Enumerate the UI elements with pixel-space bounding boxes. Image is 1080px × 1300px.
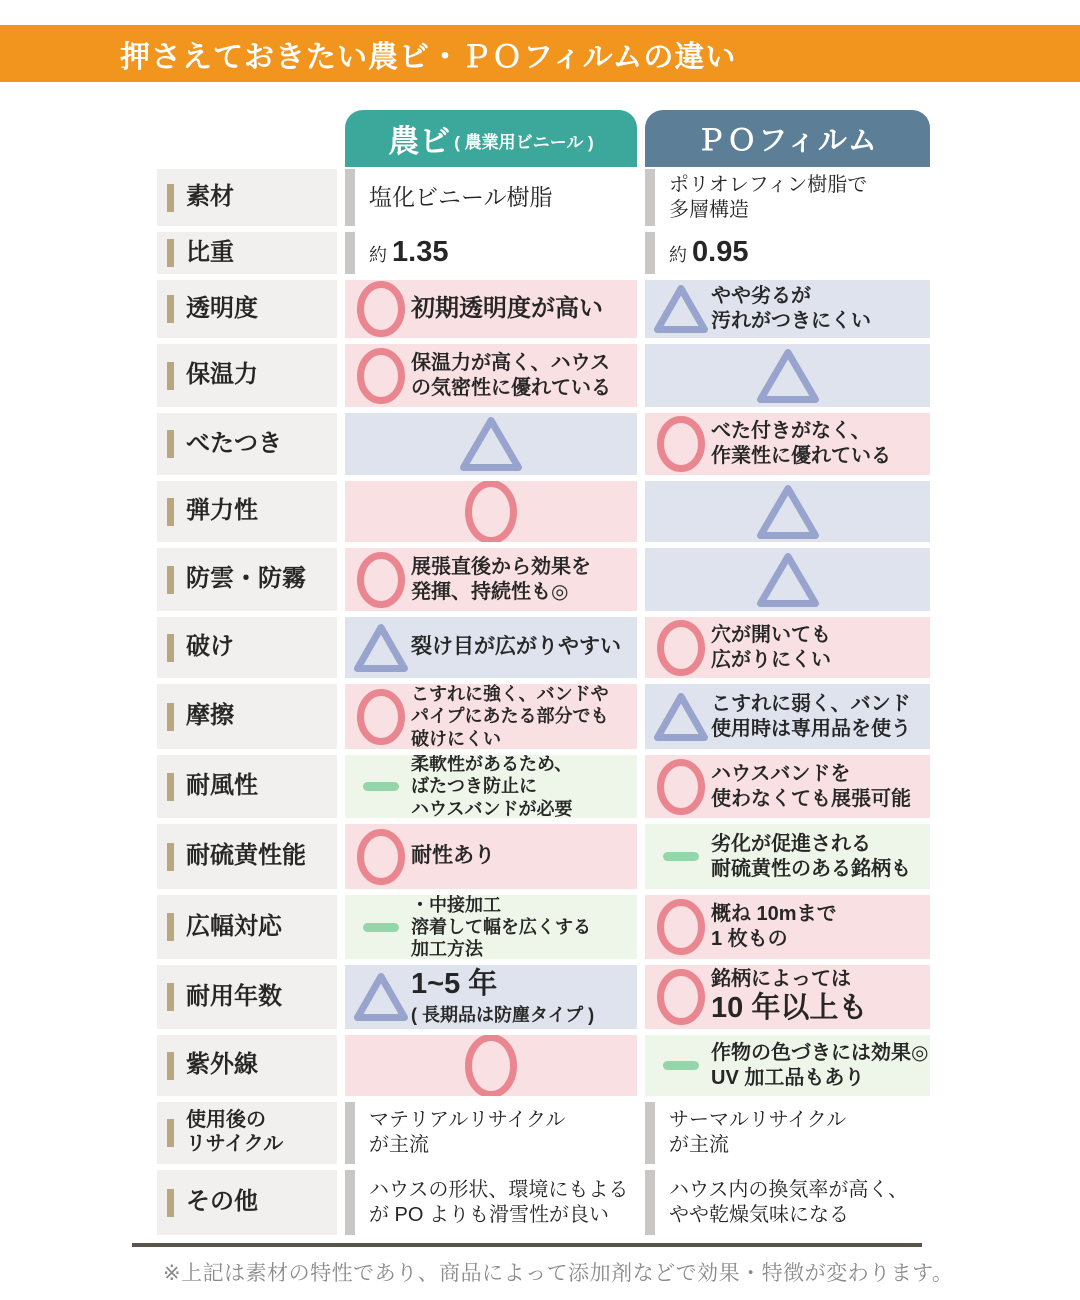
symbol-box xyxy=(345,280,411,338)
triangle-icon xyxy=(653,692,709,742)
value-cell-po xyxy=(645,232,930,274)
symbol-box xyxy=(645,852,711,861)
table-row xyxy=(157,1102,930,1164)
row-label xyxy=(157,169,337,226)
row-label-text: 広幅対応 xyxy=(186,912,282,940)
plain-accent-bar xyxy=(645,232,655,274)
cell-text: 展張直後から効果を 発揮、持続性も◎ xyxy=(411,555,591,603)
row-label-text: 紫外線 xyxy=(186,1051,258,1079)
table-row xyxy=(157,169,930,226)
label-accent-bar xyxy=(167,566,174,594)
label-accent-bar xyxy=(167,430,174,458)
triangle-icon xyxy=(653,284,709,334)
circle-icon xyxy=(356,551,406,609)
page-title-bar xyxy=(0,25,1080,82)
row-label xyxy=(157,1035,337,1096)
row-label-text: 弾力性 xyxy=(186,497,258,525)
table-row xyxy=(157,895,930,959)
symbol-box xyxy=(459,416,523,472)
value-cell-po xyxy=(645,1035,930,1096)
row-label xyxy=(157,481,337,542)
label-accent-bar xyxy=(167,362,174,390)
cell-text: マテリアルリサイクル が主流 xyxy=(369,1109,566,1156)
cell-text: 概ね 10mまで 1 枚もの xyxy=(711,903,837,950)
circle-icon xyxy=(464,481,518,542)
cell-text: 初期透明度が高い xyxy=(411,295,603,323)
plain-accent-bar xyxy=(345,169,355,226)
table-row xyxy=(157,344,930,407)
row-label xyxy=(157,1170,337,1235)
row-label-text: 耐風性 xyxy=(186,772,258,800)
plain-accent-bar xyxy=(645,169,655,226)
value-cell-po xyxy=(645,684,930,749)
header-spacer xyxy=(157,110,337,167)
cell-text: サーマルリサイクル が主流 xyxy=(669,1109,847,1156)
value-cell-novi xyxy=(345,965,637,1029)
cell-text: 保温力が高く、ハウス の気密性に優れている xyxy=(411,351,611,399)
row-label xyxy=(157,755,337,818)
value-cell-novi xyxy=(345,824,637,889)
triangle-icon xyxy=(756,484,820,540)
row-label-text: その他 xyxy=(186,1188,258,1216)
value-cell-novi xyxy=(345,1102,637,1164)
plain-accent-bar xyxy=(345,1102,355,1164)
row-label-text: 耐用年数 xyxy=(186,982,282,1010)
label-accent-bar xyxy=(167,983,174,1011)
row-label xyxy=(157,344,337,407)
cell-text: 柔軟性があるため、 ばたつき防止に ハウスバンドが必要 xyxy=(411,755,573,818)
triangle-icon xyxy=(756,552,820,608)
row-label-text: 使用後の リサイクル xyxy=(186,1109,284,1155)
row-label xyxy=(157,617,337,678)
plain-accent-bar xyxy=(345,1170,355,1235)
cell-text: ハウスバンドを 使わなくても展張可能 xyxy=(711,762,911,810)
symbol-box xyxy=(645,1061,711,1070)
cell-text: 約 1.35 xyxy=(369,236,449,269)
row-label xyxy=(157,548,337,611)
triangle-icon xyxy=(459,416,523,472)
plain-accent-bar xyxy=(645,1102,655,1164)
circle-icon xyxy=(356,688,406,746)
table-row xyxy=(157,1035,930,1096)
label-accent-bar xyxy=(167,913,174,941)
cell-text: 裂け目が広がりやすい xyxy=(411,635,621,659)
circle-icon xyxy=(356,280,406,338)
cell-text: 銘柄によっては 10 年以上も xyxy=(711,967,868,1025)
cell-text: 1~5 年 ( 長期品は防塵タイプ ) xyxy=(411,967,595,1025)
value-cell-po xyxy=(645,755,930,818)
row-label xyxy=(157,965,337,1029)
label-accent-bar xyxy=(167,1189,174,1217)
circle-icon xyxy=(656,619,706,677)
circle-icon xyxy=(356,347,406,405)
label-accent-bar xyxy=(167,184,174,212)
circle-icon xyxy=(656,968,706,1026)
symbol-box xyxy=(345,782,411,791)
value-cell-novi xyxy=(345,684,637,749)
value-cell-po xyxy=(645,169,930,226)
cell-text: 耐性あり xyxy=(411,844,495,868)
value-cell-novi xyxy=(345,280,637,338)
cell-text: 作物の色づきには効果◎ UV 加工品もあり xyxy=(711,1041,929,1089)
plain-accent-bar xyxy=(645,1170,655,1235)
symbol-box xyxy=(645,415,711,473)
circle-icon xyxy=(656,898,706,956)
value-cell-po xyxy=(645,548,930,611)
table-row xyxy=(157,824,930,889)
cell-text: 塩化ビニール樹脂 xyxy=(369,184,553,211)
label-accent-bar xyxy=(167,703,174,731)
value-cell-po xyxy=(645,965,930,1029)
value-cell-novi xyxy=(345,1035,637,1096)
row-label xyxy=(157,413,337,475)
dash-icon xyxy=(363,782,399,791)
cell-text: ・中接加工 溶着して幅を広くする 加工方法 xyxy=(411,895,591,959)
label-accent-bar xyxy=(167,1052,174,1080)
symbol-box xyxy=(345,828,411,886)
table-row xyxy=(157,481,930,542)
cell-text: やや劣るが 汚れがつきにくい xyxy=(711,285,871,332)
row-label-text: 保温力 xyxy=(186,361,258,389)
value-cell-po xyxy=(645,481,930,542)
label-accent-bar xyxy=(167,498,174,526)
label-accent-bar xyxy=(167,773,174,801)
novi-header-label: 農ビ xyxy=(388,124,451,159)
table-row xyxy=(157,413,930,475)
value-cell-novi xyxy=(345,413,637,475)
column-header-po xyxy=(645,110,930,167)
value-cell-po xyxy=(645,895,930,959)
row-label-text: 透明度 xyxy=(186,294,258,322)
table-body xyxy=(157,169,930,1235)
table-row xyxy=(157,1170,930,1235)
symbol-box xyxy=(645,284,711,334)
row-label xyxy=(157,232,337,274)
value-cell-novi xyxy=(345,344,637,407)
value-cell-novi xyxy=(345,169,637,226)
symbol-box xyxy=(645,758,711,816)
symbol-box xyxy=(645,898,711,956)
symbol-box xyxy=(345,923,411,932)
row-label xyxy=(157,895,337,959)
cell-text: 約 0.95 xyxy=(669,236,749,269)
dash-icon xyxy=(663,1061,699,1070)
symbol-box xyxy=(345,623,411,673)
row-label-text: 防雲・防霧 xyxy=(186,565,306,593)
value-cell-novi xyxy=(345,755,637,818)
value-cell-po xyxy=(645,1102,930,1164)
circle-icon xyxy=(356,828,406,886)
row-label xyxy=(157,684,337,749)
plain-accent-bar xyxy=(345,232,355,274)
row-label xyxy=(157,280,337,338)
cell-text: ポリオレフィン樹脂で 多層構造 xyxy=(669,173,868,221)
dash-icon xyxy=(363,923,399,932)
cell-text: ハウスの形状、環境にもよる が PO よりも滑雪性が良い xyxy=(369,1178,629,1226)
symbol-box xyxy=(645,619,711,677)
cell-text: こすれに弱く、バンド 使用時は専用品を使う xyxy=(711,692,911,740)
row-label-text: 耐硫黄性能 xyxy=(186,842,306,870)
table-row xyxy=(157,965,930,1029)
symbol-box xyxy=(756,484,820,540)
symbol-box xyxy=(345,347,411,405)
po-header-label: ＰＯフィルム xyxy=(696,125,879,157)
value-cell-novi xyxy=(345,895,637,959)
row-label-text: 破け xyxy=(186,633,234,661)
symbol-box xyxy=(464,1035,518,1096)
footnote-divider xyxy=(132,1243,922,1247)
row-label-text: べたつき xyxy=(186,429,282,457)
row-label-text: 素材 xyxy=(186,183,234,211)
row-label-text: 比重 xyxy=(186,238,234,266)
row-label-text: 摩擦 xyxy=(186,702,234,730)
page-title: 押さえておきたい農ビ・ＰＯフィルムの違い xyxy=(120,40,737,74)
value-cell-po xyxy=(645,344,930,407)
value-cell-novi xyxy=(345,481,637,542)
symbol-box xyxy=(645,968,711,1026)
symbol-box xyxy=(345,688,411,746)
label-accent-bar xyxy=(167,634,174,662)
symbol-box xyxy=(645,692,711,742)
symbol-box xyxy=(756,552,820,608)
cell-text: べた付きがなく、 作業性に優れている xyxy=(711,420,891,467)
circle-icon xyxy=(464,1035,518,1096)
value-cell-po xyxy=(645,1170,930,1235)
value-cell-po xyxy=(645,413,930,475)
table-row xyxy=(157,755,930,818)
table-row xyxy=(157,232,930,274)
triangle-icon xyxy=(353,623,409,673)
footnote-text: ※上記は素材の特性であり、商品によって添加剤などで効果・特徴が変わります。 xyxy=(163,1262,954,1285)
label-accent-bar xyxy=(167,843,174,871)
value-cell-po xyxy=(645,824,930,889)
row-label xyxy=(157,1102,337,1164)
value-cell-novi xyxy=(345,232,637,274)
comparison-table xyxy=(157,110,930,1241)
cell-text: ハウス内の換気率が高く、 やや乾燥気味になる xyxy=(669,1178,908,1226)
value-cell-novi xyxy=(345,548,637,611)
circle-icon xyxy=(656,415,706,473)
label-accent-bar xyxy=(167,295,174,323)
cell-text: 劣化が促進される 耐硫黄性のある銘柄も xyxy=(711,832,911,880)
symbol-box xyxy=(345,972,411,1022)
column-header-row xyxy=(157,110,930,167)
dash-icon xyxy=(663,852,699,861)
column-header-novi xyxy=(345,110,637,167)
label-accent-bar xyxy=(167,1119,174,1147)
table-row xyxy=(157,684,930,749)
circle-icon xyxy=(656,758,706,816)
triangle-icon xyxy=(756,348,820,404)
value-cell-po xyxy=(645,617,930,678)
symbol-box xyxy=(464,481,518,542)
table-row xyxy=(157,280,930,338)
symbol-box xyxy=(345,551,411,609)
table-row xyxy=(157,617,930,678)
cell-text: こすれに強く、バンドや パイプにあたる部分でも 破けにくい xyxy=(411,684,609,749)
symbol-box xyxy=(756,348,820,404)
value-cell-novi xyxy=(345,617,637,678)
row-label xyxy=(157,824,337,889)
value-cell-po xyxy=(645,280,930,338)
cell-text: 穴が開いても 広がりにくい xyxy=(711,623,831,671)
table-row xyxy=(157,548,930,611)
value-cell-novi xyxy=(345,1170,637,1235)
label-accent-bar xyxy=(167,239,174,267)
triangle-icon xyxy=(353,972,409,1022)
novi-header-sublabel: ( 農業用ビニール ) xyxy=(454,133,594,152)
